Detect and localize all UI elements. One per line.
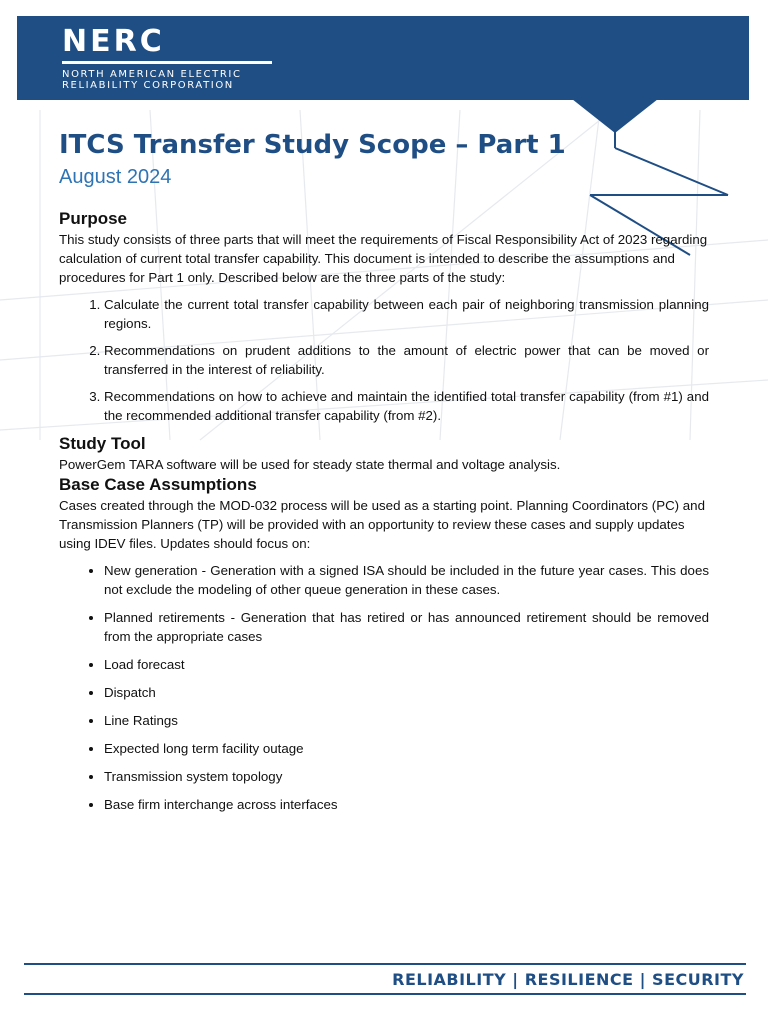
nerc-logo: NERC (62, 24, 165, 59)
header-arrow-icon (0, 0, 768, 140)
document-body (59, 208, 709, 823)
footer-tagline: RELIABILITY | RESILIENCE | SECURITY (392, 970, 744, 989)
list-item: 3. Recommendations on how to achieve and maintain the identified total transfer capability (from #1) and the recommended additional transfer capability (from #2). (104, 387, 709, 425)
base-case-heading: Base Case Assumptions (59, 475, 257, 494)
base-case-list (59, 561, 709, 814)
base-case-text: Cases created through the MOD-032 process will be used as a starting point. Planning Coordinators (PC) and Transmission Planners (TP) will be provided with an opportunity to review these cases and supply updates using IDEV files. Updates should focus on: (59, 498, 705, 551)
list-item: • Planned retirements - Generation that has retired or has announced retirement should be removed from the appropriate cases (104, 608, 709, 646)
page-subtitle: August 2024 (59, 166, 172, 188)
list-item: • Dispatch (104, 683, 709, 702)
list-item: 2. Recommendations on prudent additions to the amount of electric power that can be moved or transferred in the interest of reliability. (104, 341, 709, 379)
list-item: • Expected long term facility outage (104, 739, 709, 758)
page-title: ITCS Transfer Study Scope – Part 1 (59, 130, 566, 160)
list-item: • Transmission system topology (104, 767, 709, 786)
list-item: 1. Calculate the current total transfer capability between each pair of neighboring transmission planning regions. (104, 295, 709, 333)
list-item: • New generation - Generation with a signed ISA should be included in the future year cases. This does not exclude the modeling of other queue generation in these cases. (104, 561, 709, 599)
purpose-list (59, 295, 709, 425)
footer-rule-bottom (24, 993, 746, 995)
list-item: • Line Ratings (104, 711, 709, 730)
org-name-line1: NORTH AMERICAN ELECTRIC (62, 69, 242, 80)
purpose-text: This study consists of three parts that will meet the requirements of Fiscal Responsibility Act of 2023 regarding calculation of current total transfer capability. This document is intended to describe the assumptions and procedures for Part 1 only. Described below are the three parts of the study: (59, 232, 708, 285)
org-name-line2: RELIABILITY CORPORATION (62, 80, 234, 91)
list-item: • Base firm interchange across interfaces (104, 795, 709, 814)
study-tool-heading: Study Tool (59, 434, 146, 453)
study-tool-text: PowerGem TARA software will be used for steady state thermal and voltage analysis. (59, 457, 561, 472)
purpose-heading: Purpose (59, 209, 128, 228)
footer-rule-top (24, 963, 746, 965)
list-item: • Load forecast (104, 655, 709, 674)
